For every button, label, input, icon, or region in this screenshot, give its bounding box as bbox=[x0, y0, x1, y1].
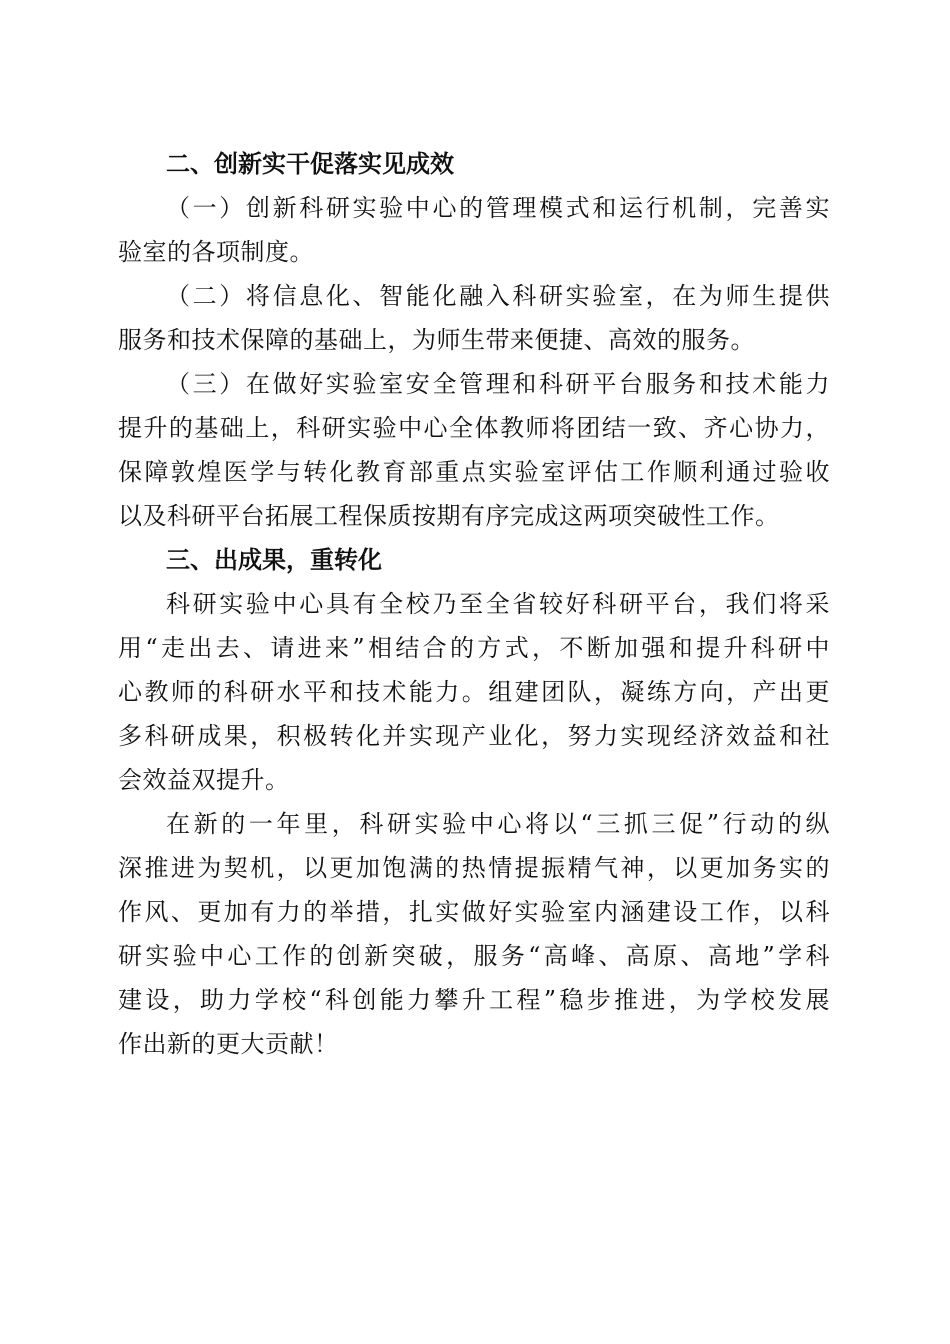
text-line: 深推进为契机，以更加饱满的热情提振精气神，以更加务实的 bbox=[118, 854, 830, 882]
text-line: 作出新的更大贡献！ bbox=[118, 1030, 339, 1058]
document-body bbox=[118, 142, 830, 1066]
text-line: 提升的基础上，科研实验中心全体教师将团结一致、齐心协力， bbox=[118, 414, 830, 442]
section-heading-2: 二、创新实干促落实见成效 bbox=[166, 150, 454, 178]
text-line: 研实验中心工作的创新突破，服务“高峰、高原、高地”学科 bbox=[118, 942, 830, 970]
paragraph-2-2 bbox=[118, 274, 830, 362]
text-line: 保障敦煌医学与转化教育部重点实验室评估工作顺利通过验收 bbox=[118, 458, 830, 486]
text-line: 建设，助力学校“科创能力攀升工程”稳步推进，为学校发展 bbox=[118, 986, 830, 1014]
text-line: 作风、更加有力的举措，扎实做好实验室内涵建设工作，以科 bbox=[118, 898, 830, 926]
text-line: 心教师的科研水平和技术能力。组建团队，凝练方向，产出更 bbox=[118, 678, 830, 706]
text-line: 用“走出去、请进来”相结合的方式，不断加强和提升科研中 bbox=[118, 634, 830, 662]
paragraph-3-2 bbox=[118, 802, 830, 1066]
section-heading-3: 三、出成果，重转化 bbox=[166, 546, 382, 574]
text-line: 科研实验中心具有全校乃至全省较好科研平台，我们将采 bbox=[166, 590, 830, 618]
text-line: 服务和技术保障的基础上，为师生带来便捷、高效的服务。 bbox=[118, 326, 755, 354]
paragraph-2-1 bbox=[118, 186, 830, 274]
text-line: 多科研成果，积极转化并实现产业化，努力实现经济效益和社 bbox=[118, 722, 830, 750]
paragraph-2-3 bbox=[118, 362, 830, 538]
text-line: 在新的一年里，科研实验中心将以“三抓三促”行动的纵 bbox=[166, 810, 830, 838]
text-line: 以及科研平台拓展工程保质按期有序完成这两项突破性工作。 bbox=[118, 502, 780, 530]
text-line: 会效益双提升。 bbox=[118, 766, 290, 794]
text-line: （三）在做好实验室安全管理和科研平台服务和技术能力 bbox=[166, 370, 830, 398]
text-line: 验室的各项制度。 bbox=[118, 238, 314, 266]
text-line: （二）将信息化、智能化融入科研实验室，在为师生提供 bbox=[166, 282, 830, 310]
paragraph-3-1 bbox=[118, 582, 830, 802]
text-line: （一）创新科研实验中心的管理模式和运行机制，完善实 bbox=[166, 194, 830, 222]
